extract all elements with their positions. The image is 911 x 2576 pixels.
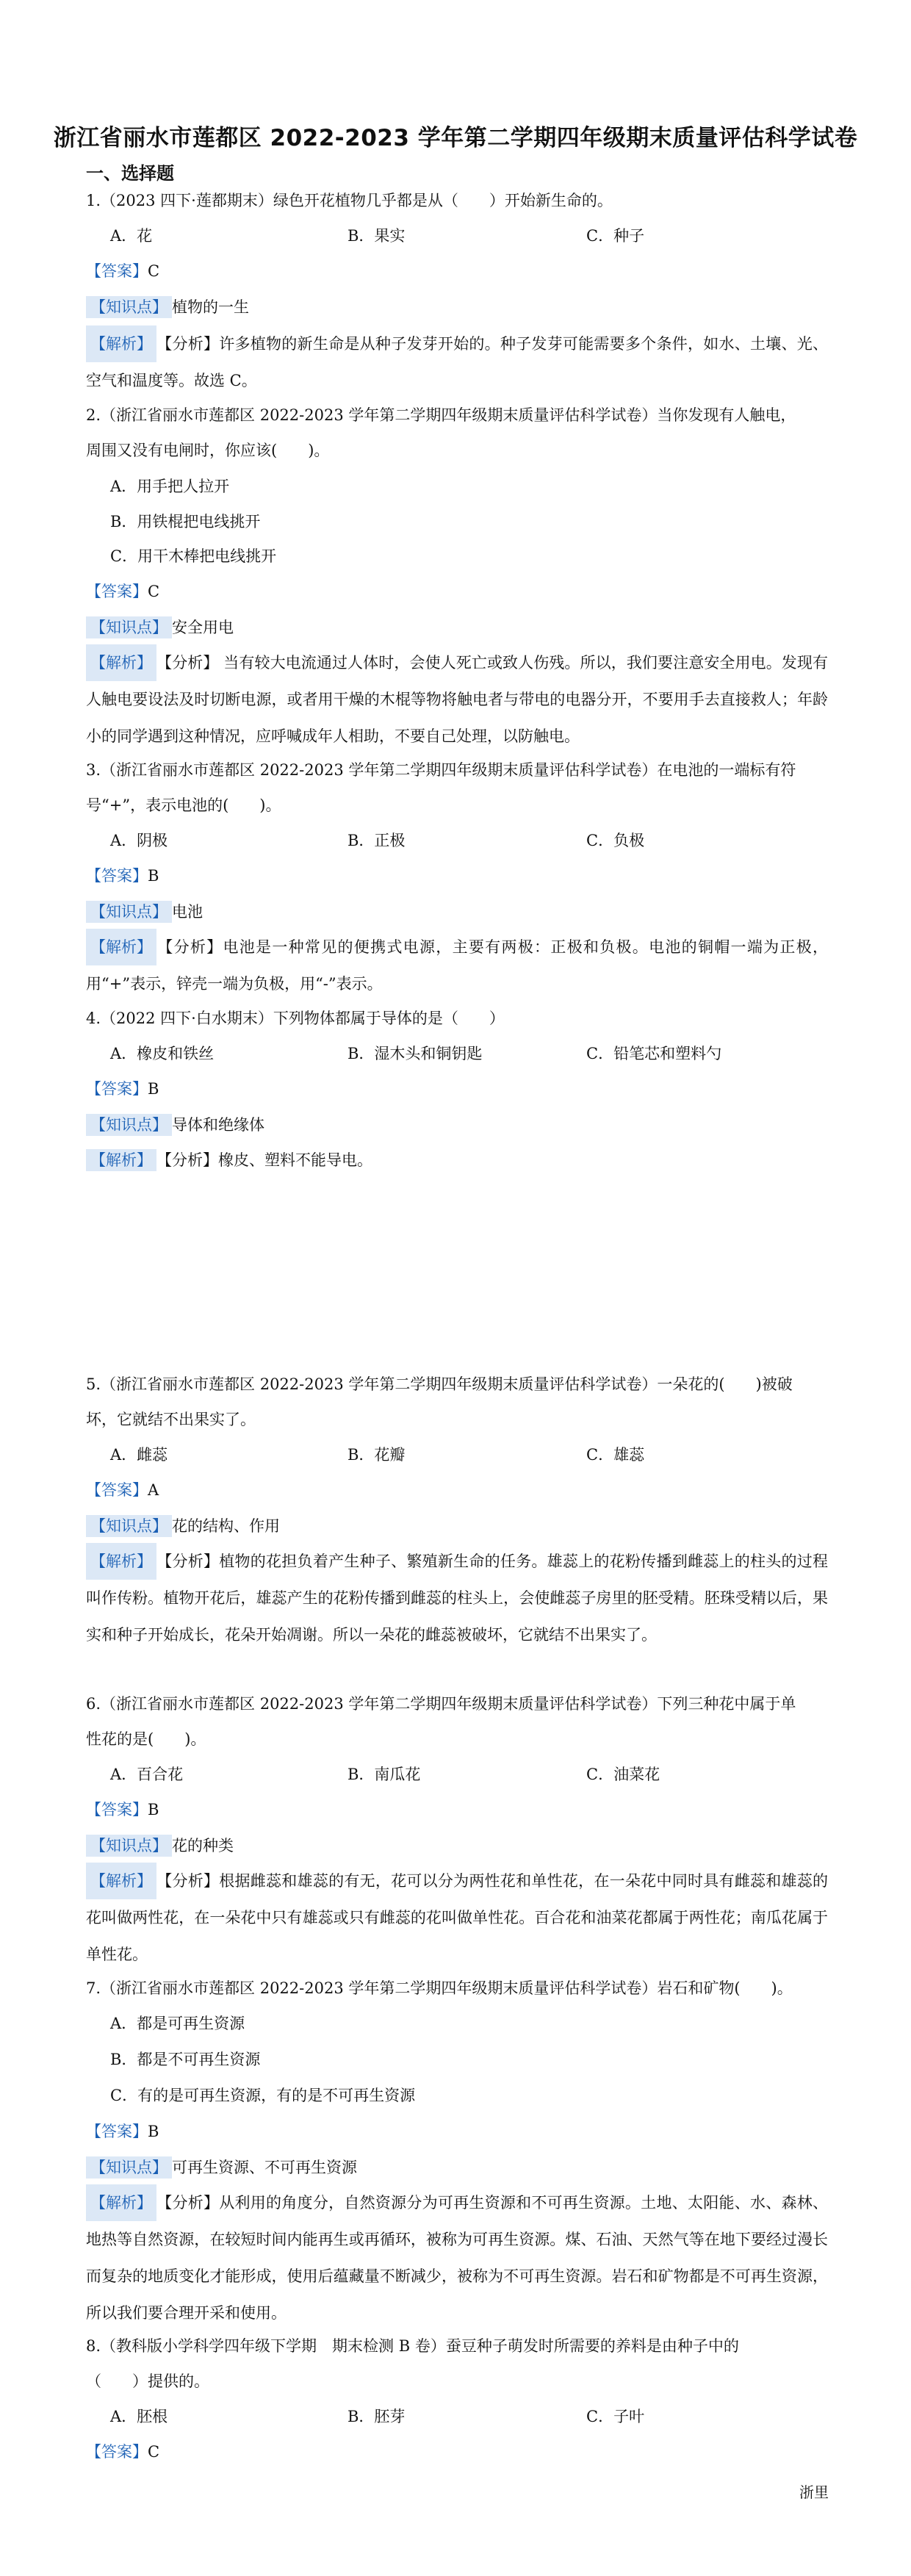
option-a: A．雌蕊: [110, 1446, 168, 1464]
option-c: C．铅笔芯和塑料勺: [586, 1045, 722, 1062]
section-heading: 一、选择题: [86, 163, 174, 184]
question-8-stem-line2: （ ）提供的。: [86, 2372, 209, 2390]
page-title: 浙江省丽水市莲都区 2022-2023 学年第二学期四年级期末质量评估科学试卷: [53, 125, 858, 151]
option-b: B．胚芽: [348, 2408, 406, 2425]
question-2-option-c: C．用干木棒把电线挑开: [110, 547, 277, 565]
page-footer: 浙里: [799, 2483, 829, 2501]
question-5-analysis: 【解析】 【分析】植物的花担负着产生种子、繁殖新生命的任务。雄蕊上的花粉传播到雌蕊上的柱头的过程叫作传粉。植物开花后，雄蕊产生的花粉传播到雌蕊的柱头上，会使雌蕊子房里的胚受精。胚珠受精以后，果实和种子开始成长，花朵开始凋谢。所以一朵花的雌蕊被破坏，它就结不出果实了。: [86, 1543, 828, 1653]
question-8-stem-line1: 8.（教科版小学科学四年级下学期 期末检测 B 卷）蚕豆种子萌发时所需要的养料是由种子中的: [86, 2337, 739, 2355]
question-6-options: [110, 1763, 830, 1785]
question-4-answer: 【答案】B: [86, 1080, 159, 1098]
option-c: C．子叶: [586, 2408, 645, 2425]
question-2-stem-line2: 周围又没有电闸时，你应该( )。: [86, 442, 330, 459]
question-1-stem: 1.（2023 四下·莲都期末）绿色开花植物几乎都是从（ ）开始新生命的。: [86, 192, 613, 209]
question-7-stem: 7.（浙江省丽水市莲都区 2022-2023 学年第二学期四年级期末质量评估科学试卷）岩石和矿物( )。: [86, 1979, 793, 1997]
question-3-analysis: 【解析】 【分析】电池是一种常见的便携式电源，主要有两极：正极和负极。电池的铜帽一端为正极，用“+”表示，锌壳一端为负极，用“-”表示。: [86, 929, 828, 1002]
question-5-knowledge: 【知识点】 花的结构、作用: [86, 1515, 828, 1537]
option-b: B．果实: [348, 227, 406, 245]
question-5-stem-line1: 5.（浙江省丽水市莲都区 2022-2023 学年第二学期四年级期末质量评估科学试卷）一朵花的( )被破: [86, 1375, 793, 1393]
question-3-answer: 【答案】B: [86, 867, 159, 885]
question-4-knowledge: 【知识点】 导体和绝缘体: [86, 1114, 828, 1136]
option-a: A．阴极: [110, 832, 168, 849]
question-2-stem-line1: 2.（浙江省丽水市莲都区 2022-2023 学年第二学期四年级期末质量评估科学试卷）当你发现有人触电，: [86, 406, 796, 424]
question-5-options: [110, 1444, 830, 1466]
option-a: A．百合花: [110, 1766, 184, 1783]
option-b: B．花瓣: [348, 1446, 406, 1464]
question-1-knowledge: 【知识点】 植物的一生: [86, 296, 828, 318]
question-2-analysis: 【解析】 【分析】 当有较大电流通过人体时，会使人死亡或致人伤残。所以，我们要注意安全用电。发现有人触电要设法及时切断电源，或者用干燥的木棍等物将触电者与带电的电器分开，不要用手去直接救人；年龄小的同学遇到这种情况，应呼喊成年人相助，不要自己处理，以防触电。: [86, 644, 828, 755]
option-c: C．油菜花: [586, 1766, 660, 1783]
question-2-option-b: B．用铁棍把电线挑开: [110, 513, 261, 530]
question-4-stem: 4.（2022 四下·白水期末）下列物体都属于导体的是（ ）: [86, 1010, 505, 1027]
question-1-answer: 【答案】C: [86, 262, 160, 280]
question-7-answer: 【答案】B: [86, 2123, 159, 2140]
question-7-option-c: C．有的是可再生资源，有的是不可再生资源: [110, 2087, 416, 2104]
question-3-knowledge: 【知识点】 电池: [86, 901, 828, 923]
question-2-answer: 【答案】C: [86, 583, 160, 600]
option-a: A．橡皮和铁丝: [110, 1045, 215, 1062]
question-2-knowledge: 【知识点】 安全用电: [86, 616, 828, 638]
question-2-option-a: A．用手把人拉开: [110, 478, 230, 495]
question-1-analysis: 【解析】 【分析】许多植物的新生命是从种子发芽开始的。种子发芽可能需要多个条件，如水、土壤、光、空气和温度等。故选 C。: [86, 325, 828, 399]
option-c: C．雄蕊: [586, 1446, 645, 1464]
question-4-options: [110, 1043, 830, 1065]
question-6-stem-line2: 性花的是( )。: [86, 1730, 206, 1748]
question-5-answer: 【答案】A: [86, 1481, 159, 1499]
option-b: B．湿木头和铜钥匙: [348, 1045, 483, 1062]
question-5-stem-line2: 坏，它就结不出果实了。: [86, 1411, 256, 1428]
question-6-answer: 【答案】B: [86, 1801, 159, 1818]
option-a: A．花: [110, 227, 153, 245]
question-8-options: [110, 2406, 830, 2428]
question-7-option-a: A．都是可再生资源: [110, 2015, 245, 2032]
question-7-analysis: 【解析】 【分析】从利用的角度分，自然资源分为可再生资源和不可再生资源。土地、太阳能、水、森林、地热等自然资源，在较短时间内能再生或再循环，被称为可再生资源。煤、石油、天然气等在地下要经过漫长而复杂的地质变化才能形成，使用后蕴藏量不断减少，被称为不可再生资源。岩石和矿物都是不可再生资源，所以我们要合理开采和使用。: [86, 2184, 828, 2331]
option-a: A．胚根: [110, 2408, 168, 2425]
question-6-knowledge: 【知识点】 花的种类: [86, 1835, 828, 1857]
question-6-stem-line1: 6.（浙江省丽水市莲都区 2022-2023 学年第二学期四年级期末质量评估科学试卷）下列三种花中属于单: [86, 1695, 796, 1713]
option-c: C．负极: [586, 832, 645, 849]
option-b: B．南瓜花: [348, 1766, 421, 1783]
question-4-analysis: 【解析】 【分析】橡皮、塑料不能导电。: [86, 1149, 828, 1171]
question-8-answer: 【答案】C: [86, 2443, 160, 2461]
question-1-options: [110, 225, 830, 247]
option-c: C．种子: [586, 227, 645, 245]
option-b: B．正极: [348, 832, 406, 849]
question-3-stem-line2: 号“+”，表示电池的( )。: [86, 796, 281, 814]
question-7-option-b: B．都是不可再生资源: [110, 2051, 261, 2068]
question-3-options: [110, 830, 830, 852]
question-6-analysis: 【解析】 【分析】根据雌蕊和雄蕊的有无，花可以分为两性花和单性花，在一朵花中同时具有雌蕊和雄蕊的花叫做两性花，在一朵花中只有雄蕊或只有雌蕊的花叫做单性花。百合花和油菜花都属于两性花；南瓜花属于单性花。: [86, 1863, 828, 1973]
question-7-knowledge: 【知识点】 可再生资源、不可再生资源: [86, 2156, 828, 2179]
question-3-stem-line1: 3.（浙江省丽水市莲都区 2022-2023 学年第二学期四年级期末质量评估科学试卷）在电池的一端标有符: [86, 761, 796, 779]
